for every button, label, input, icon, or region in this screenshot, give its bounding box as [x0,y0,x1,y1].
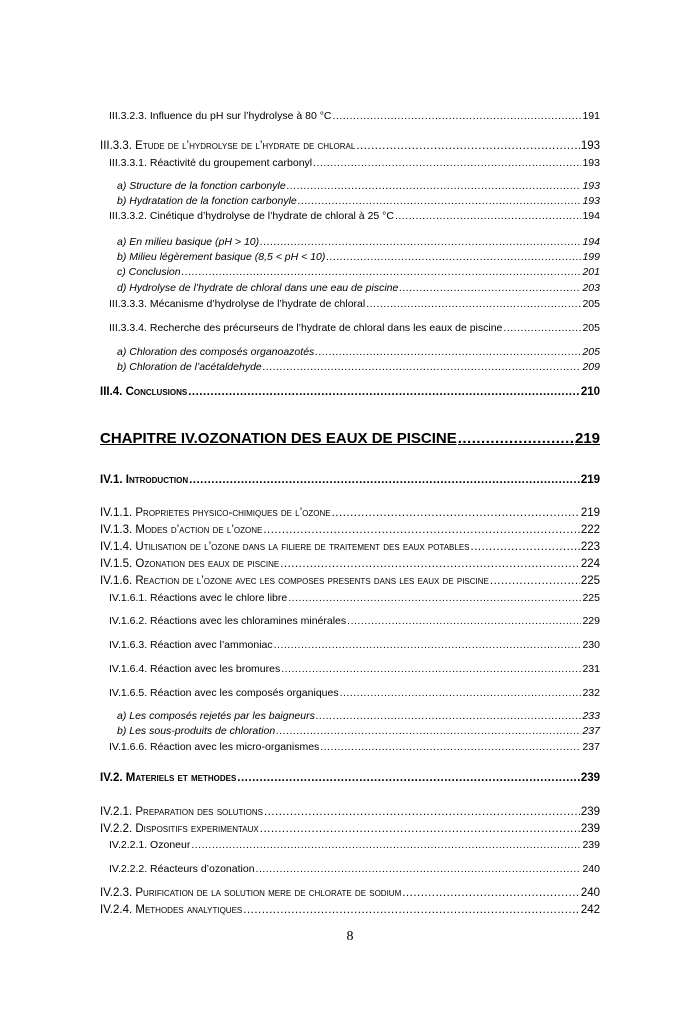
toc-entry-label: b) Hydratation de la fonction carbonyle [117,195,297,207]
toc-entry-page: 205 [582,298,600,310]
toc-entry-page: 225 [582,592,600,604]
toc-entry-page: 229 [582,615,600,627]
toc-entry [100,574,600,588]
toc-entry-page: 239 [582,839,600,851]
dot-leader [237,771,580,785]
toc-entry [100,540,600,554]
toc-entry-label: b) Milieu légèrement basique (8,5 < pH < 10) [117,251,326,263]
dot-leader [188,385,580,399]
toc-entry-page: 239 [580,772,600,784]
toc-entry-label: IV.1.6. Reaction de l’ozone avec les composes presents dans les eaux de piscine [100,575,489,587]
toc-entry-page: 210 [580,386,600,398]
toc-entry-page: 239 [580,806,600,818]
dot-leader [395,209,582,223]
toc-entry [100,523,600,537]
toc-entry-label: IV.2. Materiels et methodes [100,772,237,784]
dot-leader [189,473,580,487]
toc-entry [100,297,600,311]
toc-entry-label: IV.2.2. Dispositifs experimentaux [100,823,259,835]
toc-entry-page: 224 [580,558,600,570]
dot-leader [332,109,581,123]
toc-entry [100,321,600,335]
toc-entry [100,886,600,900]
toc-entry-page: 191 [582,110,600,122]
dot-leader [458,430,574,448]
toc-entry-page: 219 [574,430,600,447]
toc-entry [100,281,600,295]
toc-entry-page: 193 [582,157,600,169]
dot-leader [399,281,581,295]
toc-entry-page: 232 [582,687,600,699]
dot-leader [298,194,582,208]
dot-leader [263,360,582,374]
toc-entry-page: 239 [580,823,600,835]
toc-entry-label: IV.2.4. Methodes analytiques [100,904,243,916]
toc-entry [100,662,600,676]
toc-entry-page: 203 [582,282,600,294]
dot-leader [191,838,581,852]
toc-entry-label: IV.2.2.2. Réacteurs d’ozonation [109,863,255,875]
toc-entry [100,179,600,193]
toc-entry-label: a) Chloration des composés organoazotés [117,346,315,358]
dot-leader [347,614,581,628]
toc-entry-page: 219 [580,507,600,519]
dot-leader [274,638,582,652]
toc-entry [100,345,600,359]
dot-leader [402,886,580,900]
toc-entry [100,771,600,785]
toc-entry [100,740,600,754]
toc-entry-page: 240 [580,887,600,899]
toc-entry-label: a) Les composés rejetés par les baigneurs [117,710,315,722]
dot-leader [288,591,581,605]
toc-entry-label: a) En milieu basique (pH > 10) [117,236,260,248]
toc-entry-label: III.3.3.3. Mécanisme d’hydrolyse de l’hydrate de chloral [109,298,366,310]
toc-entry-page: 199 [582,251,600,263]
dot-leader [281,662,581,676]
toc-entry-page: 193 [582,180,600,192]
toc-entry-label: IV.1.6.2. Réactions avec les chloramines minérales [109,615,347,627]
toc-entry [100,709,600,723]
toc-entry-page: 205 [582,346,600,358]
toc-entry-label: III.3.3. Etude de l’hydrolyse de l’hydrate de chloral [100,140,356,152]
dot-leader [243,903,580,917]
toc-entry [100,506,600,520]
toc-entry [100,385,600,399]
toc-entry [100,250,600,264]
toc-entry-label: CHAPITRE IV.OZONATION DES EAUX DE PISCINE [100,430,457,447]
toc-entry-label: III.3.3.1. Réactivité du groupement carbonyl [109,157,313,169]
dot-leader [264,805,580,819]
toc-entry [100,139,600,153]
toc-entry-label: IV.2.1. Preparation des solutions [100,806,263,818]
toc-entry-label: IV.1.5. Ozonation des eaux de piscine [100,558,280,570]
toc-entry-page: 219 [580,474,600,486]
dot-leader [366,297,581,311]
toc-entry-label: IV.1.6.4. Réaction avec les bromures [109,663,281,675]
toc-entry [100,686,600,700]
toc-entry-page: 242 [580,904,600,916]
toc-entry-label: IV.1.3. Modes d’action de l’ozone [100,524,263,536]
toc-entry-page: 223 [580,541,600,553]
toc-entry-label: III.3.3.4. Recherche des précurseurs de l’hydrate de chloral dans les eaux de piscine [109,322,503,334]
dot-leader [260,822,580,836]
toc-entry [100,156,600,170]
toc-entry [100,614,600,628]
toc-entry-page: 194 [582,236,600,248]
toc-entry [100,209,600,223]
toc-entry-label: IV.1.1. Proprietes physico-chimiques de l’ozone [100,507,331,519]
toc-entry-page: 201 [582,266,600,278]
toc-entry-label: d) Hydrolyse de l’hydrate de chloral dans une eau de piscine [117,282,399,294]
toc-entry-page: 225 [580,575,600,587]
toc-entry [100,109,600,123]
toc-entry-label: IV.2.2.1. Ozoneur [109,839,191,851]
toc-entry-page: 209 [582,361,600,373]
toc-entry [100,557,600,571]
toc-entry [100,591,600,605]
dot-leader [490,574,580,588]
dot-leader [316,709,582,723]
dot-leader [320,740,581,754]
toc-entry-page: 193 [582,195,600,207]
toc-entry [100,822,600,836]
dot-leader [332,506,580,520]
toc-entry [100,805,600,819]
toc-entry-page: 231 [582,663,600,675]
dot-leader [280,557,580,571]
dot-leader [263,523,579,537]
toc-entry-label: b) Chloration de l’acétaldehyde [117,361,262,373]
toc-entry [100,473,600,487]
page-number: 8 [346,929,354,944]
toc-entry-label: III.3.2.3. Influence du pH sur l’hydrolyse à 80 °C [109,110,332,122]
toc-entry-page: 205 [582,322,600,334]
toc-entry-page: 194 [582,210,600,222]
toc-entry-label: IV.1.6.3. Réaction avec l’ammoniac [109,639,273,651]
toc-entry-page: 193 [580,140,600,152]
toc-entry [100,265,600,279]
toc-entry-label: III.3.3.2. Cinétique d’hydrolyse de l’hydrate de chloral à 25 °C [109,210,394,222]
dot-leader [340,686,582,700]
toc-entry-label: IV.1.4. Utilisation de l’ozone dans la filiere de traitement des eaux potables [100,541,470,553]
dot-leader [313,156,581,170]
toc-entry-label: III.4. Conclusions [100,386,188,398]
dot-leader [356,139,580,153]
toc-entry [100,838,600,852]
toc-entry-page: 222 [580,524,600,536]
toc-entry-label: IV.1. Introduction [100,474,189,486]
toc-entry-label: a) Structure de la fonction carbonyle [117,180,286,192]
toc-entry [100,903,600,917]
dot-leader [276,724,581,738]
dot-leader [503,321,581,335]
dot-leader [256,862,582,876]
dot-leader [315,345,581,359]
toc-entry-page: 233 [582,710,600,722]
dot-leader [471,540,580,554]
toc-entry-label: IV.1.6.5. Réaction avec les composés organiques [109,687,339,699]
toc-entry [100,724,600,738]
toc-entry [100,430,600,448]
dot-leader [326,250,581,264]
toc-entry-page: 237 [582,725,600,737]
table-of-contents [100,0,600,1028]
toc-entry-page: 240 [582,863,600,875]
toc-entry [100,360,600,374]
toc-entry-page: 230 [582,639,600,651]
toc-entry-page: 237 [582,741,600,753]
toc-entry-label: IV.2.3. Purification de la solution mere de chlorate de sodium [100,887,402,899]
toc-entry-label: b) Les sous-produits de chloration [117,725,276,737]
toc-entry-label: IV.1.6.6. Réaction avec les micro-organismes [109,741,320,753]
toc-entry-label: c) Conclusion [117,266,181,278]
toc-entry-label: IV.1.6.1. Réactions avec le chlore libre [109,592,288,604]
dot-leader [260,235,581,249]
toc-entry [100,862,600,876]
toc-entry [100,638,600,652]
toc-entry [100,194,600,208]
dot-leader [182,265,582,279]
toc-entry [100,235,600,249]
dot-leader [287,179,582,193]
